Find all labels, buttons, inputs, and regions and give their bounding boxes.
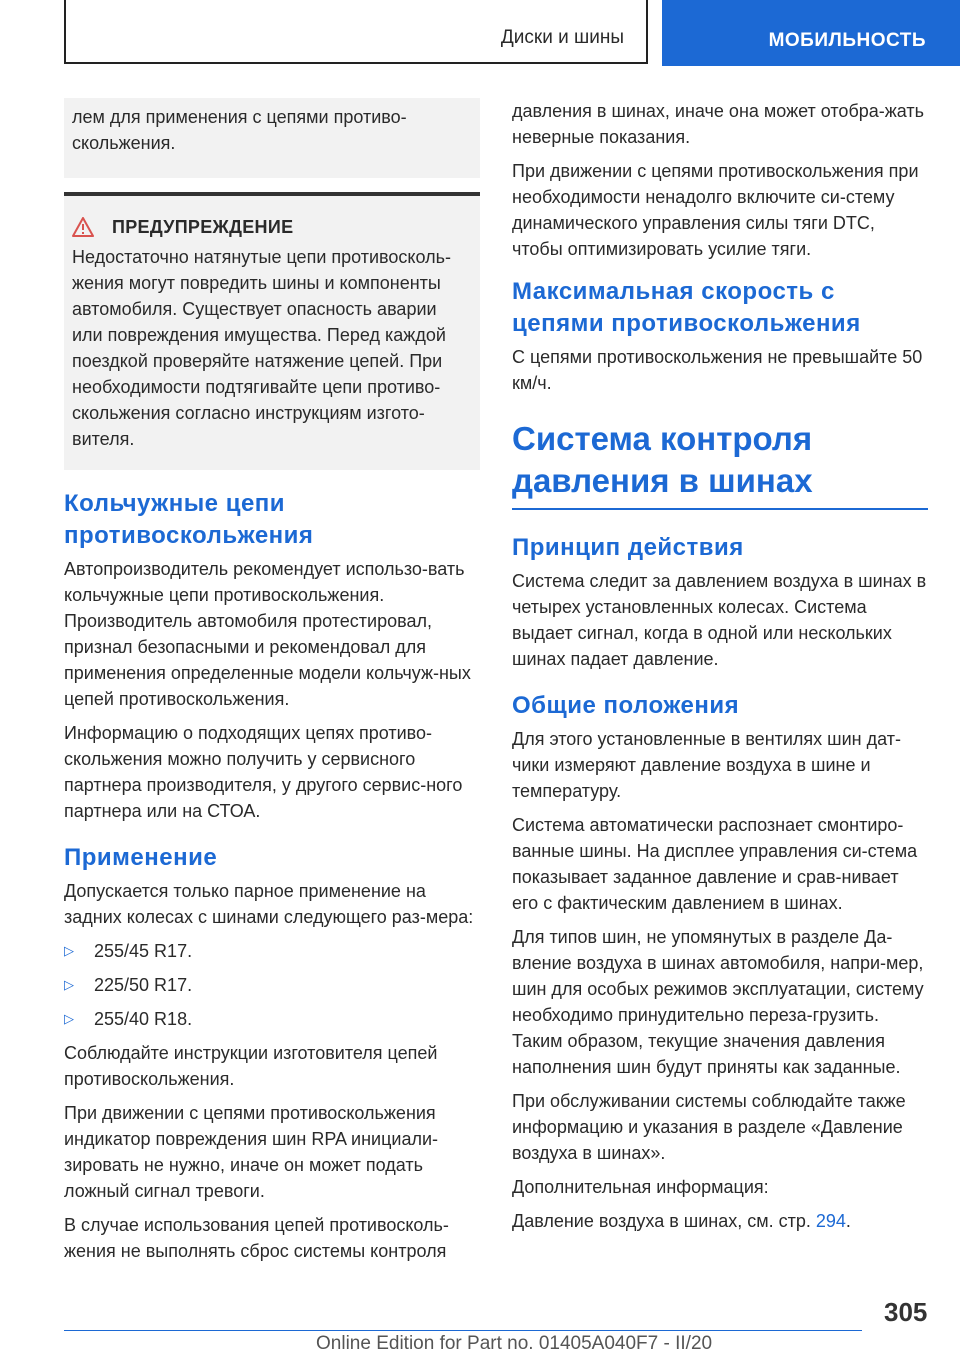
speed-paragraph: С цепями противоскольжения не превышайте 50 км/ч. [512, 347, 923, 393]
usage-heading: Применение [64, 844, 218, 871]
footer-rule [64, 1330, 862, 1331]
reference-line: Давление воздуха в шинах, см. стр. 294. [512, 1211, 851, 1231]
usage-paragraph-2: Соблюдайте инструкции изготовителя цепей противоскольжения. [64, 1043, 438, 1089]
general-heading: Общие положения [512, 692, 740, 719]
chapter-title: МОБИЛЬНОСТЬ [768, 30, 926, 51]
section-title: Диски и шины [500, 27, 624, 48]
triangle-bullet-icon: ▷ [64, 943, 74, 958]
edition-text: Online Edition for Part no. 01405A040F7 - II/20 [316, 1333, 713, 1354]
principle-paragraph: Система следит за давлением воздуха в шинах в четырех установленных колесах. Система выдает сигнал, когда в одной или нескольких шинах падает давление. [512, 571, 927, 669]
list-item: ▷ 255/45 R17. [64, 938, 480, 964]
general-paragraph-4: При обслуживании системы соблюдайте также информацию и указания в разделе «Давление воздуха в шинах». [512, 1091, 906, 1163]
chains-paragraph-2: Информацию о подходящих цепях противо-скольжения можно получить у сервисного партнера производителя, у другого сервис-ного партнера или на СТОА. [64, 723, 463, 821]
header-section-box [64, 0, 648, 64]
header-chapter-tab [662, 0, 960, 66]
continuation-text: лем для применения с цепями противо-скольжения. [72, 107, 407, 153]
warning-header [72, 214, 472, 240]
general-paragraph-1: Для этого установленные в вентилях шин дат-чики измеряют давление воздуха в шине и температуру. [512, 729, 901, 801]
speed-heading: Максимальная скорость с цепями противоскольжения [512, 278, 861, 337]
warning-box [64, 192, 480, 470]
list-item: ▷ 225/50 R17. [64, 972, 480, 998]
principle-heading: Принцип действия [512, 534, 744, 561]
usage-paragraph-1: Допускается только парное применение на задних колесах с шинами следующего раз-мера: [64, 881, 474, 927]
triangle-bullet-icon: ▷ [64, 977, 74, 992]
warning-triangle-icon [72, 214, 112, 240]
warning-title: ПРЕДУПРЕЖДЕНИЕ [112, 216, 294, 237]
continuation-paragraph: давления в шинах, иначе она может отобра-жать неверные показания. [512, 101, 925, 147]
more-info-label: Дополнительная информация: [512, 1177, 769, 1197]
general-paragraph-3: Для типов шин, не упомянутых в разделе Да-вление воздуха в шинах автомобиля, напри-мер, шин для особых режимов эксплуатации, систему необходимо принудительно переза-грузить. Таким образом, текущие значения давления наполнения шин будут приняты как заданные. [512, 927, 924, 1077]
chains-heading: Кольчужные цепи противоскольжения [64, 490, 314, 549]
warning-text: Недостаточно натянутые цепи противосколь-жения могут повредить шины и компоненты автомобиля. Существует опасность аварии или повреждения имущества. Перед каждой поездкой проверяйте натяжение цепей. При необходимости подтягивайте цепи противо-скольжения согласно инструкциям изгото-вителя. [72, 247, 451, 449]
right-column [512, 98, 928, 1242]
usage-paragraph-4: В случае использования цепей противосколь-жения не выполнять сброс системы контроля [64, 1215, 449, 1261]
page-reference-link[interactable]: 294 [815, 1211, 846, 1231]
triangle-bullet-icon: ▷ [64, 1011, 74, 1026]
continuation-box [64, 98, 480, 178]
usage-paragraph-3: При движении с цепями противоскольжения индикатор повреждения шин RPA инициали-зировать не нужно, иначе он может подать ложный сигнал тревоги. [64, 1103, 439, 1201]
dtc-paragraph: При движении с цепями противоскольжения при необходимости ненадолго включите си-стему динамического управления силы тяги DTC, чтобы оптимизировать усилие тяги. [512, 161, 919, 259]
tire-size-list [64, 938, 480, 1032]
general-paragraph-2: Система автоматически распознает смонтиро-ванные шины. На дисплее управления си-стема показывает заданное давление и срав-нивает его с фактическим давлением в шинах. [512, 815, 918, 913]
chains-paragraph-1: Автопроизводитель рекомендует использо-вать кольчужные цепи противоскольжения. Производитель автомобиля протестировал, признал безопасными и рекомендовал для применения определенные модели кольчуж-ных цепей противоскольжения. [64, 559, 471, 709]
system-heading: Система контроля давления в шинах [512, 420, 813, 499]
heading-rule [512, 508, 928, 510]
left-column [64, 98, 480, 1272]
page-number: 305 [884, 1297, 928, 1327]
list-item: ▷ 255/40 R18. [64, 1006, 480, 1032]
